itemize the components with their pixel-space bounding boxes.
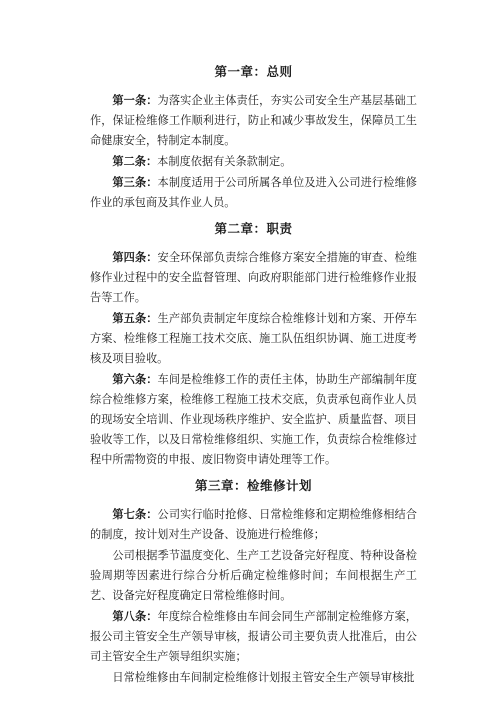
article-label: 第八条： <box>112 609 158 623</box>
article <box>90 172 417 213</box>
article-label: 第二条： <box>112 154 158 168</box>
article-text: 年度综合检维修由车间会同生产部制定检维修方案，报公司主管安全生产领导审核，报请公司主要负责人批准后，由公司主管安全生产领导组织实施； <box>90 610 417 663</box>
document-body <box>90 62 417 688</box>
article-label: 第六条： <box>112 372 158 386</box>
article-text: 公司根据季节温度变化、生产工艺设备完好程度、特种设备检验周期等因素进行综合分析后确定检维修时间；车间根据生产工艺、设备完好程度确定日常检维修时间。 <box>90 549 417 602</box>
article-text: 车间是检维修工作的责任主体，协助生产部编制年度综合检维修方案，检维修工程施工技术交底，负责承包商作业人员的现场安全培训、作业现场秩序维护、安全监护、质量监督、项目验收等工作，以及日常检维修组织、实施工作，负责综合检维修过程中所需物资的申报、废旧物资申请处理等工作。 <box>90 373 417 466</box>
chapter-title: 第二章：职责 <box>214 221 293 236</box>
article-label: 第三条： <box>112 175 158 189</box>
article <box>90 606 417 667</box>
article <box>90 151 417 172</box>
article <box>90 504 417 545</box>
article-text: 日常检维修由车间制定检维修计划报主管安全生产领导审核批 <box>112 671 415 684</box>
article-label: 第五条： <box>112 311 158 325</box>
article-text: 公司实行临时抢修、日常检维修和定期检维修相结合的制度，按计划对生产设备、设施进行检维修； <box>90 508 417 541</box>
article-label: 第七条： <box>112 507 158 521</box>
article-text: 安全环保部负责综合维修方案安全措施的审查、检维修作业过程中的安全监督管理、向政府职能部门进行检维修作业报告等工作。 <box>90 251 417 304</box>
article-label: 第四条： <box>112 250 158 264</box>
article-text: 本制度适用于公司所属各单位及进入公司进行检维修作业的承包商及其作业人员。 <box>90 176 417 209</box>
article <box>90 667 417 688</box>
article-label: 第一条： <box>112 93 158 107</box>
chapter-title: 第一章：总则 <box>214 64 293 79</box>
article-text: 生产部负责制定年度综合检维修计划和方案、开停车方案、检维修工程施工技术交底、施工队伍组织协调、施工进度考核及项目验收。 <box>90 312 417 365</box>
article <box>90 308 417 369</box>
article <box>90 90 417 151</box>
article <box>90 545 417 606</box>
article-text: 为落实企业主体责任，夯实公司安全生产基层基础工作，保证检维修工作顺利进行，防止和减少事故发生，保障员工生命健康安全，特制定本制度。 <box>90 94 417 147</box>
article <box>90 247 417 308</box>
article-text: 本制度依据有关条款制定。 <box>157 155 292 168</box>
chapter-title: 第三章：检维修计划 <box>194 478 312 493</box>
article <box>90 369 417 470</box>
